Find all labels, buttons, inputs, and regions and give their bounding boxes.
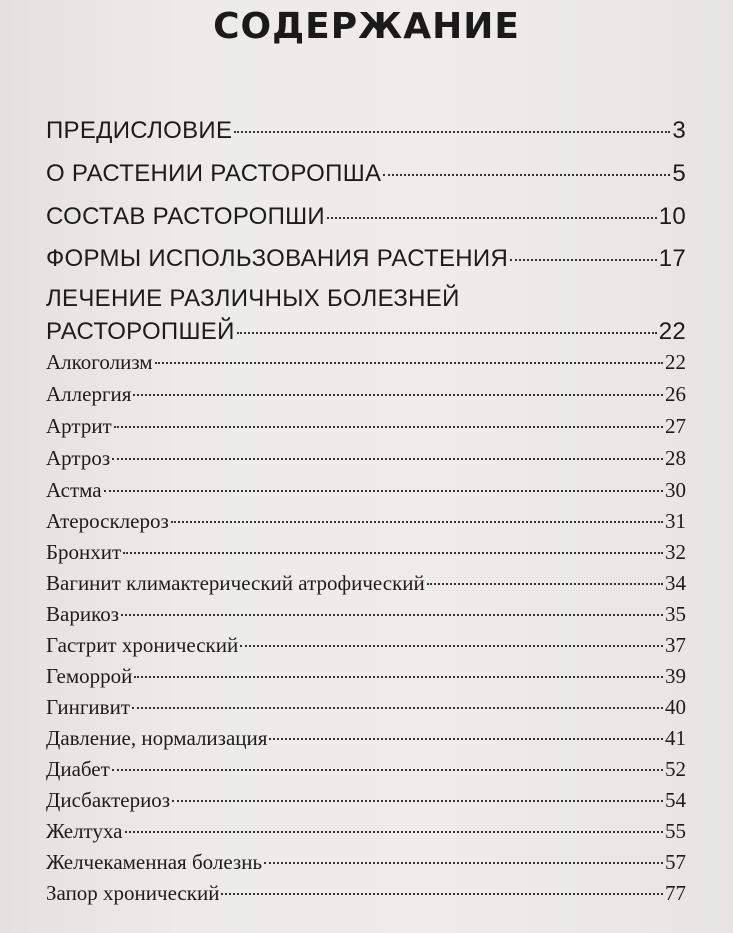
toc-entry-label: Геморрой bbox=[46, 664, 133, 688]
toc-page-number: 37 bbox=[665, 633, 686, 657]
toc-entry bbox=[46, 540, 686, 565]
toc-entry-label: Астма bbox=[46, 478, 102, 502]
dot-leader bbox=[327, 217, 657, 219]
toc-section-forms bbox=[46, 245, 686, 273]
toc-entry bbox=[46, 571, 686, 596]
toc-entry bbox=[46, 478, 686, 503]
toc-entry bbox=[46, 695, 686, 720]
toc-entry bbox=[46, 602, 686, 627]
dot-leader bbox=[132, 707, 663, 709]
toc-page-number: 52 bbox=[665, 757, 686, 781]
toc-page-number: 28 bbox=[665, 446, 686, 470]
toc-section-label: РАСТОРОПШЕЙ bbox=[46, 318, 235, 345]
toc-page-number: 34 bbox=[665, 571, 686, 595]
toc-entry-label: Давление, нормализация bbox=[46, 726, 268, 750]
dot-leader bbox=[104, 490, 663, 492]
toc-entry-label: Вагинит климактерический атрофический bbox=[46, 571, 425, 595]
toc-page-number: 17 bbox=[658, 245, 686, 272]
toc-section-label: ПРЕДИСЛОВИЕ bbox=[46, 117, 233, 144]
toc-section-label: О РАСТЕНИИ РАСТОРОПША bbox=[46, 160, 382, 187]
toc-entry bbox=[46, 350, 686, 375]
toc-entry-label: Запор хронический bbox=[46, 881, 220, 905]
toc-entry-label: Дисбактериоз bbox=[46, 788, 171, 812]
toc-entry-label: Желчекаменная болезнь bbox=[46, 850, 263, 874]
toc-page-number: 22 bbox=[665, 350, 686, 374]
dot-leader bbox=[133, 394, 663, 396]
toc-entry bbox=[46, 819, 686, 844]
toc-page-number: 32 bbox=[665, 540, 686, 564]
toc-entry bbox=[46, 850, 686, 875]
toc-entry bbox=[46, 788, 686, 813]
toc-entry bbox=[46, 414, 686, 439]
dot-leader bbox=[134, 676, 663, 678]
toc-entry-label: Алкоголизм bbox=[46, 350, 153, 374]
toc-page-number: 54 bbox=[665, 788, 686, 812]
toc-page-number: 10 bbox=[658, 203, 686, 230]
dot-leader bbox=[121, 614, 663, 616]
dot-leader bbox=[269, 738, 663, 740]
toc-entry-label: Аллергия bbox=[46, 382, 132, 406]
toc-entry bbox=[46, 757, 686, 782]
toc-entry-label: Гингивит bbox=[46, 695, 130, 719]
dot-leader bbox=[172, 800, 663, 802]
toc-entry-label: Атеросклероз bbox=[46, 509, 169, 533]
toc-section-about-plant bbox=[46, 160, 686, 188]
toc-entry bbox=[46, 726, 686, 751]
toc-page-number: 26 bbox=[665, 382, 686, 406]
toc-page-number: 30 bbox=[665, 478, 686, 502]
toc-entry-label: Варикоз bbox=[46, 602, 119, 626]
dot-leader bbox=[112, 458, 663, 460]
page-title: СОДЕРЖАНИЕ bbox=[213, 6, 520, 47]
dot-leader bbox=[383, 174, 670, 176]
dot-leader bbox=[234, 131, 670, 133]
dot-leader bbox=[125, 831, 664, 833]
toc-page-number: 27 bbox=[665, 414, 686, 438]
dot-leader bbox=[114, 426, 663, 428]
toc-section-label: СОСТАВ РАСТОРОПШИ bbox=[46, 203, 325, 230]
toc-section-label: ФОРМЫ ИСПОЛЬЗОВАНИЯ РАСТЕНИЯ bbox=[46, 245, 509, 272]
dot-leader bbox=[123, 552, 663, 554]
toc-entry bbox=[46, 382, 686, 407]
toc-page-number: 35 bbox=[665, 602, 686, 626]
toc-entry-label: Желтуха bbox=[46, 819, 123, 843]
toc-section-composition bbox=[46, 203, 686, 231]
toc-page-number: 31 bbox=[665, 509, 686, 533]
toc-entry-label: Гастрит хронический bbox=[46, 633, 239, 657]
toc-page-number: 40 bbox=[665, 695, 686, 719]
toc-page-number: 39 bbox=[665, 664, 686, 688]
toc-entry bbox=[46, 633, 686, 658]
toc-entry-label: Бронхит bbox=[46, 540, 122, 564]
dot-leader bbox=[427, 583, 663, 585]
toc-page-number: 3 bbox=[672, 117, 686, 144]
toc-entry bbox=[46, 446, 686, 471]
toc-section-treatment bbox=[46, 318, 686, 346]
toc-entry-label: Артроз bbox=[46, 446, 111, 470]
toc-entry bbox=[46, 664, 686, 689]
toc-page-number: 55 bbox=[665, 819, 686, 843]
toc-entry bbox=[46, 881, 686, 906]
toc-entry-label: Артрит bbox=[46, 414, 112, 438]
dot-leader bbox=[237, 332, 657, 334]
dot-leader bbox=[112, 769, 663, 771]
dot-leader bbox=[221, 893, 663, 895]
toc-page-number: 5 bbox=[672, 160, 686, 187]
toc-page-number: 22 bbox=[658, 318, 686, 345]
dot-leader bbox=[240, 645, 663, 647]
toc-section-label-line1: ЛЕЧЕНИЕ РАЗЛИЧНЫХ БОЛЕЗНЕЙ bbox=[46, 285, 460, 312]
toc-section-preface bbox=[46, 117, 686, 145]
dot-leader bbox=[510, 259, 657, 261]
dot-leader bbox=[264, 862, 663, 864]
toc-page-number: 77 bbox=[665, 881, 686, 905]
toc-entry bbox=[46, 509, 686, 534]
toc-page-number: 57 bbox=[665, 850, 686, 874]
toc-page-number: 41 bbox=[665, 726, 686, 750]
dot-leader bbox=[155, 362, 663, 364]
dot-leader bbox=[171, 521, 663, 523]
toc-entry-label: Диабет bbox=[46, 757, 110, 781]
